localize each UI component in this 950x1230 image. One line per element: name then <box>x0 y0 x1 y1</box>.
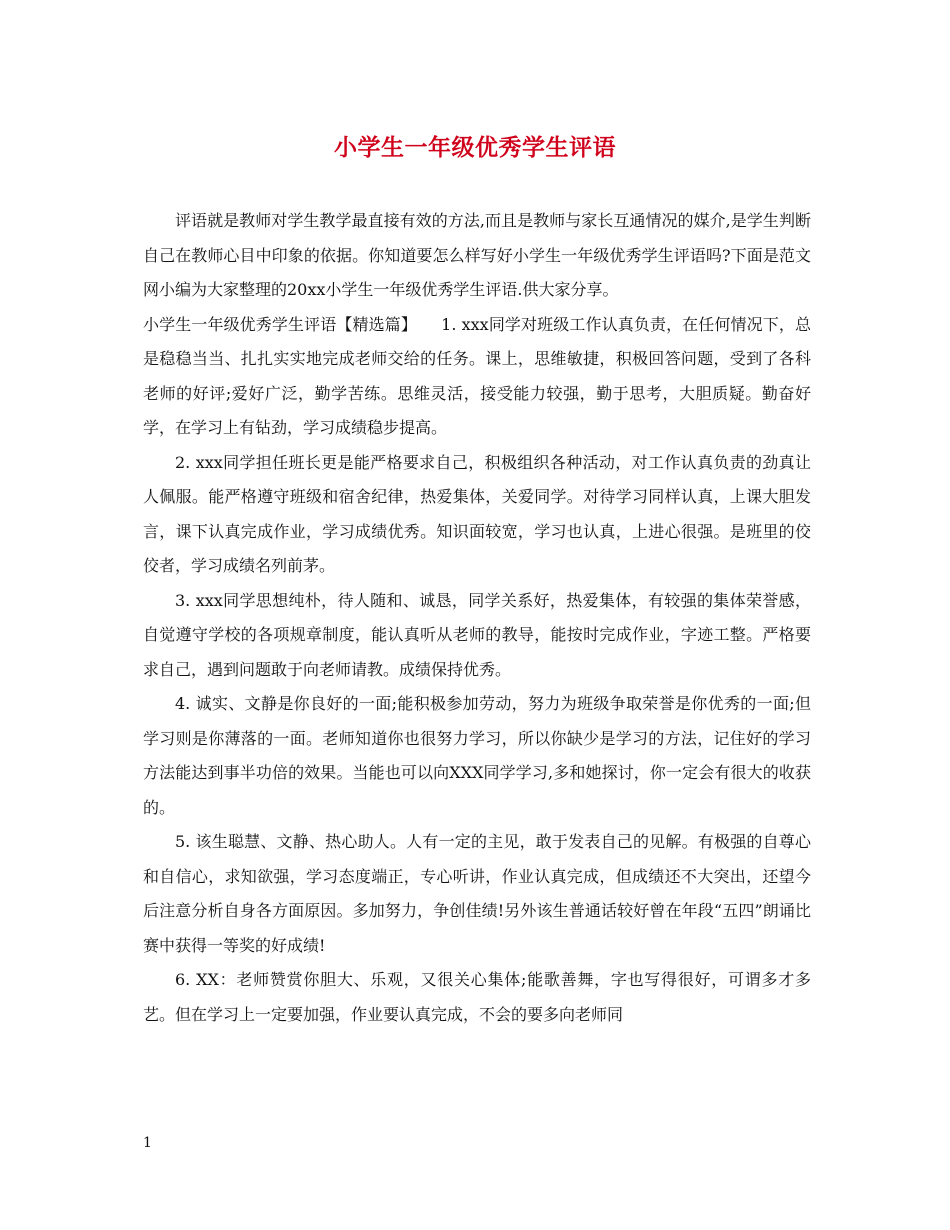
comment-paragraph-4: 4. 诚实、文静是你良好的一面;能积极参加劳动，努力为班级争取荣誉是你优秀的一面;但学习则是你薄落的一面。老师知道你也很努力学习，所以你缺少是学习的方法，记住好的学习方法能达到事半功倍的效果。当能也可以向XXX同学学习,多和她探讨，你一定会有很大的收获的。 <box>143 694 811 817</box>
comment-paragraph-5: 5. 该生聪慧、文静、热心助人。人有一定的主见，敢于发表自己的见解。有极强的自尊心和自信心，求知欲强，学习态度端正，专心听讲，作业认真完成，但成绩还不大突出，还望今后注意分析自身各方面原因。多加努力，争创佳绩!另外该生普通话较好曾在年段“五四”朗诵比赛中获得一等奖的好成绩! <box>143 832 811 955</box>
comment-paragraph-6: 6. XX：老师赞赏你胆大、乐观，又很关心集体;能歌善舞，字也写得很好，可谓多才多艺。但在学习上一定要加强，作业要认真完成，不会的要多向老师同 <box>143 970 811 1024</box>
document-body <box>143 204 811 1032</box>
comment-paragraph-1: 小学生一年级优秀学生评语【精选篇】 1. xxx同学对班级工作认真负责，在任何情况下，总是稳稳当当、扎扎实实地完成老师交给的任务。课上，思维敏捷，积极回答问题，受到了各科老师的好评;爱好广泛，勤学苦练。思维灵活，接受能力较强，勤于思考，大胆质疑。勤奋好学，在学习上有钻劲，学习成绩稳步提高。 <box>143 314 811 437</box>
comment-paragraph-3: 3. xxx同学思想纯朴，待人随和、诚恳，同学关系好，热爱集体，有较强的集体荣誉感，自觉遵守学校的各项规章制度，能认真听从老师的教导，能按时完成作业，字迹工整。严格要求自己，遇到问题敢于向老师请教。成绩保持优秀。 <box>143 590 811 679</box>
document-title: 小学生一年级优秀学生评语 <box>334 134 616 161</box>
page-number: 1 <box>143 1135 152 1151</box>
intro-paragraph: 评语就是教师对学生教学最直接有效的方法,而且是教师与家长互通情况的媒介,是学生判断自己在教师心目中印象的依据。你知道要怎么样写好小学生一年级优秀学生评语吗?下面是范文网小编为大家整理的20xx小学生一年级优秀学生评语.供大家分享。 <box>143 211 811 299</box>
comment-paragraph-2: 2. xxx同学担任班长更是能严格要求自己，积极组织各种活动，对工作认真负责的劲真让人佩服。能严格遵守班级和宿舍纪律，热爱集体，关爱同学。对待学习同样认真，上课大胆发言，课下认真完成作业，学习成绩优秀。知识面较宽，学习也认真，上进心很强。是班里的佼佼者，学习成绩名列前茅。 <box>143 452 811 575</box>
